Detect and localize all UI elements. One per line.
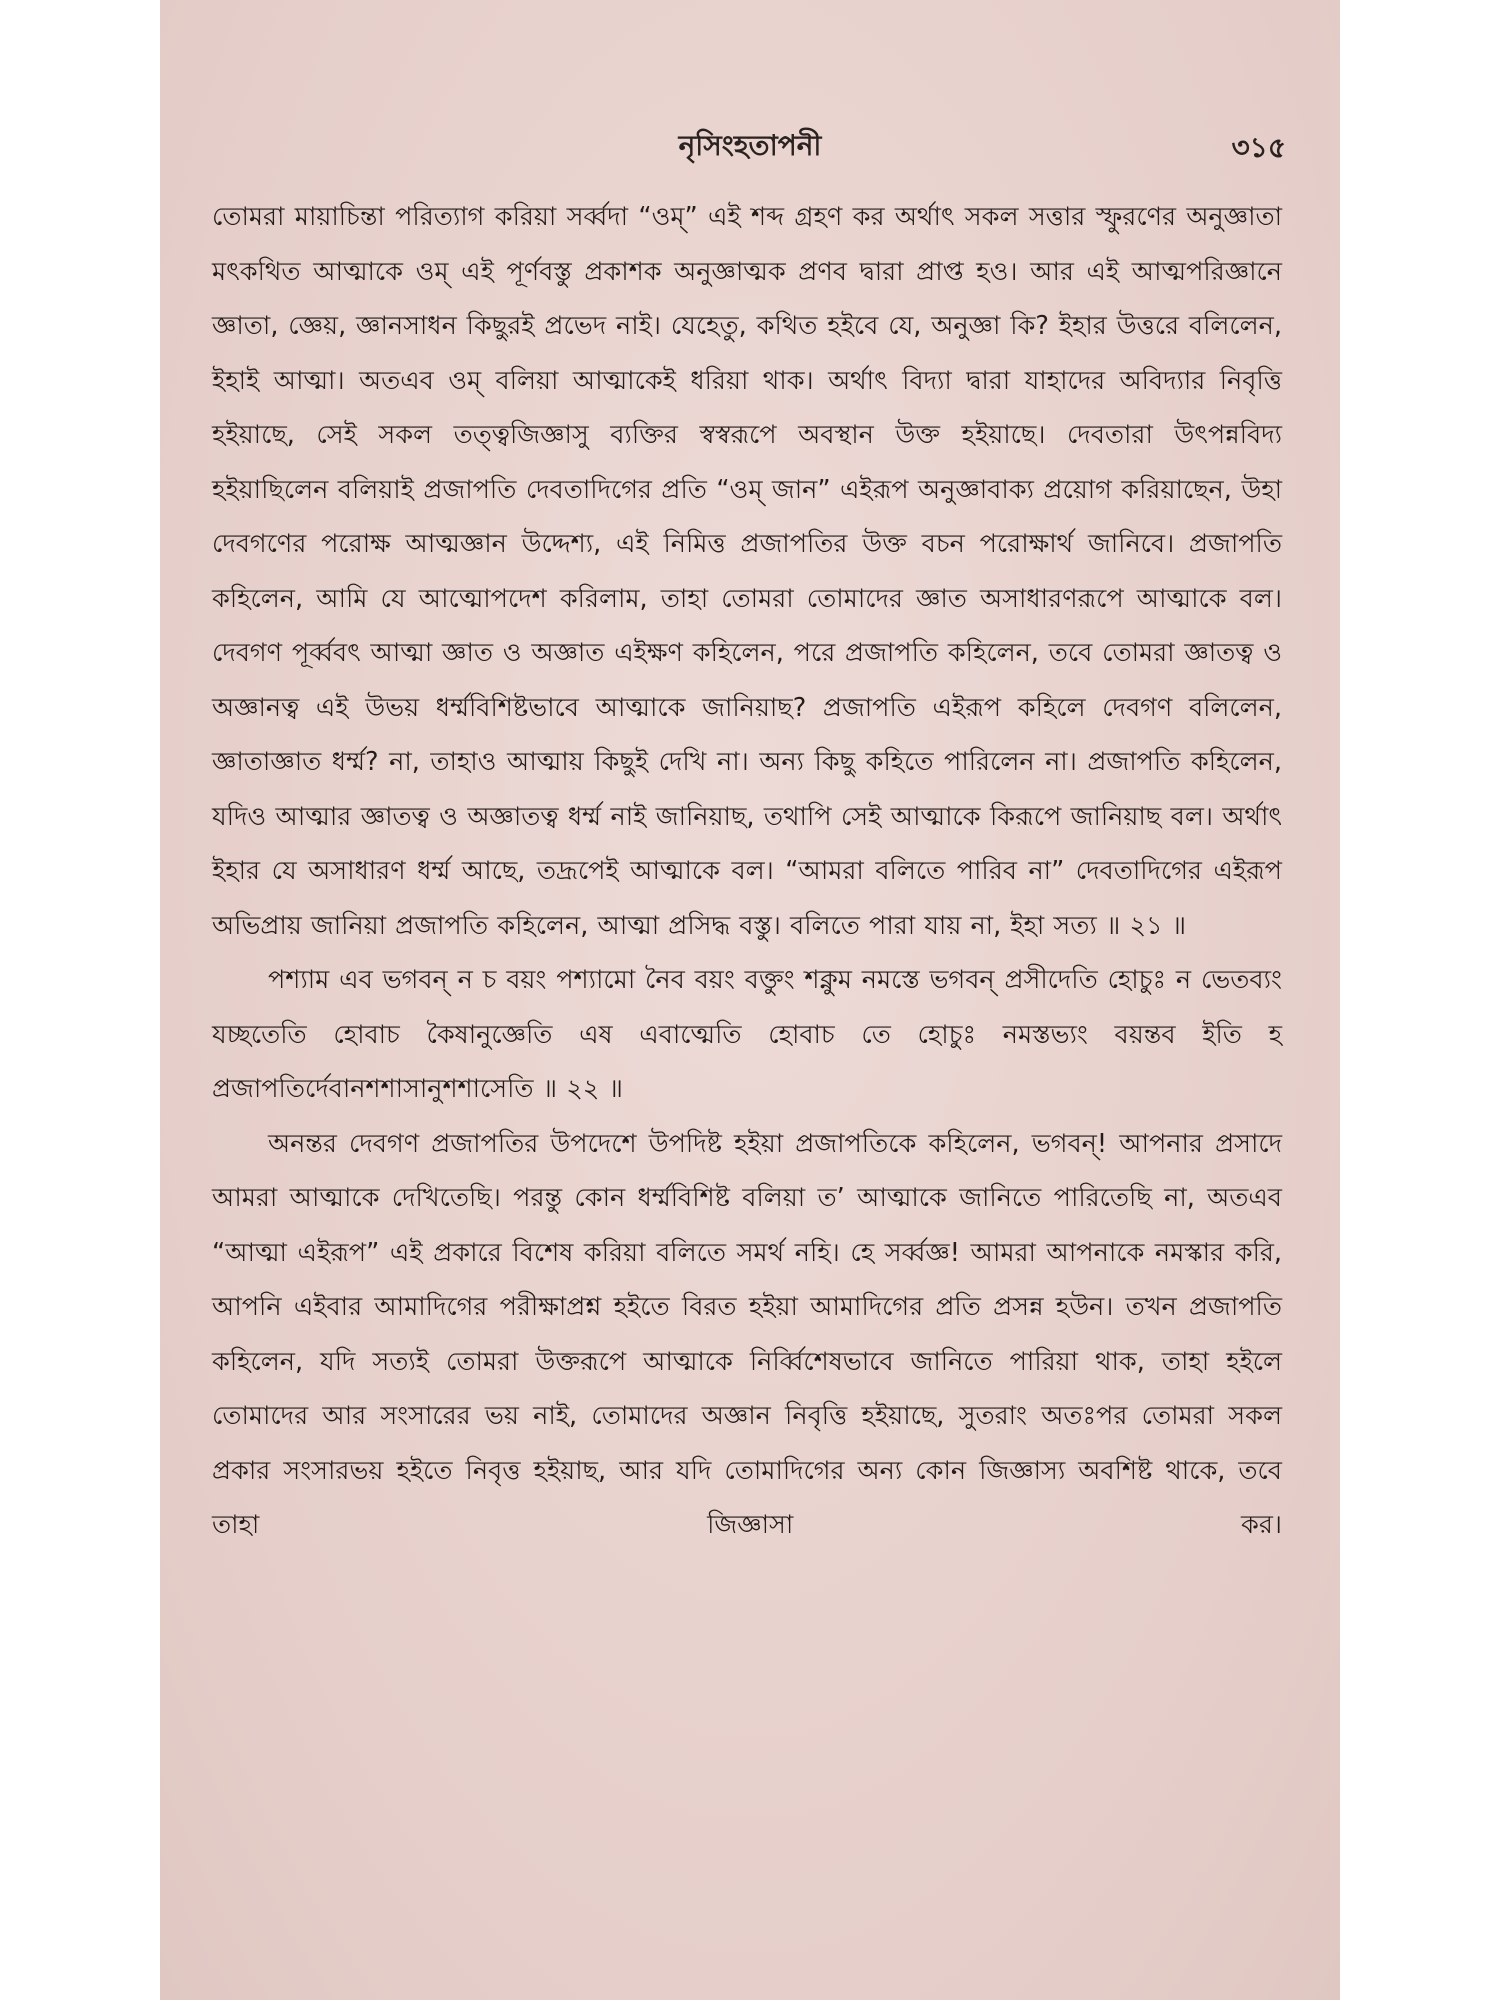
commentary-paragraph-21: তোমরা মায়াচিন্তা পরিত্যাগ করিয়া সর্ব্বদা “ওম্” এই শব্দ গ্রহণ কর অর্থাৎ সকল সত্তার স্ফুরণের অনুজ্ঞাতা মৎকথিত আত্মাকে ওম্ এই পূর্ণবস্তু প্রকাশক অনুজ্ঞাত্মক প্রণব দ্বারা প্রাপ্ত হও। আর এই আত্মপরিজ্ঞানে জ্ঞাতা, জ্ঞেয়, জ্ঞানসাধন কিছুরই প্রভেদ নাই। যেহেতু, কথিত হইবে যে, অনুজ্ঞা কি? ইহার উত্তরে বলিলেন, ইহাই আত্মা। অতএব ওম্ বলিয়া আত্মাকেই ধরিয়া থাক। অর্থাৎ বিদ্যা দ্বারা যাহাদের অবিদ্যার নিবৃত্তি হইয়াছে, সেই সকল তত্ত্বজিজ্ঞাসু ব্যক্তির স্বস্বরূপে অবস্থান উক্ত হইয়াছে। দেবতারা উৎপন্নবিদ্য হইয়াছিলেন বলিয়াই প্রজাপতি দেবতাদিগের প্রতি “ওম্ জান” এইরূপ অনুজ্ঞাবাক্য প্রয়োগ করিয়াছেন, উহা দেবগণের পরোক্ষ আত্মজ্ঞান উদ্দেশ্য, এই নিমিত্ত প্রজাপতির উক্ত বচন পরোক্ষার্থ জানিবে। প্রজাপতি কহিলেন, আমি যে আত্মোপদেশ করিলাম, তাহা তোমরা তোমাদের জ্ঞাত অসাধারণরূপে আত্মাকে বল। দেবগণ পূর্ব্ববৎ আত্মা জ্ঞাত ও অজ্ঞাত এইক্ষণ কহিলেন, পরে প্রজাপতি কহিলেন, তবে তোমরা জ্ঞাতত্ব ও অজ্ঞানত্ব এই উভয় ধর্ম্মবিশিষ্টভাবে আত্মাকে জানিয়াছ? প্রজাপতি এইরূপ কহিলে দেবগণ বলিলেন, জ্ঞাতাজ্ঞাত ধর্ম্ম? না, তাহাও আত্মায় কিছুই দেখি না। অন্য কিছু কহিতে পারিলেন না। প্রজাপতি কহিলেন, যদিও আত্মার জ্ঞাতত্ব ও অজ্ঞাতত্ব ধর্ম্ম নাই জানিয়াছ, তথাপি সেই আত্মাকে কিরূপে জানিয়াছ বল। অর্থাৎ ইহার যে অসাধারণ ধর্ম্ম আছে, তদ্রূপেই আত্মাকে বল। “আমরা বলিতে পারিব না” দেবতাদিগের এইরূপ অভিপ্রায় জানিয়া প্রজাপতি কহিলেন, আত্মা প্রসিদ্ধ বস্তু। বলিতে পারা যায় না, ইহা সত্য ॥ ২১ ॥ [212,202,1282,941]
page-number: ৩১৫ [1231,131,1286,164]
commentary-paragraph-22: অনন্তর দেবগণ প্রজাপতির উপদেশে উপদিষ্ট হইয়া প্রজাপতিকে কহিলেন, ভগবন্! আপনার প্রসাদে আমরা আত্মাকে দেখিতেছি। পরন্তু কোন ধর্ম্মবিশিষ্ট বলিয়া ত’ আত্মাকে জানিতে পারিতেছি না, অতএব “আত্মা এইরূপ” এই প্রকারে বিশেষ করিয়া বলিতে সমর্থ নহি। হে সর্ব্বজ্ঞ! আমরা আপনাকে নমস্কার করি, আপনি এইবার আমাদিগের পরীক্ষাপ্রশ্ন হইতে বিরত হইয়া আমাদিগের প্রতি প্রসন্ন হউন। তখন প্রজাপতি কহিলেন, যদি সত্যই তোমরা উক্তরূপে আত্মাকে নির্ব্বিশেষভাবে জানিতে পারিয়া থাক, তাহা হইলে তোমাদের আর সংসারের ভয় নাই, তোমাদের অজ্ঞান নিবৃত্তি হইয়াছে, সুতরাং অতঃপর তোমরা সকল প্রকার সংসারভয় হইতে নিবৃত্ত হইয়াছ, আর যদি তোমাদিগের অন্য কোন জিজ্ঞাস্য অবশিষ্ট থাকে, তবে তাহা জিজ্ঞাসা কর। [212,1128,1282,1540]
book-page [160,0,1340,2000]
page-body [212,190,1282,1553]
running-title: নৃসিংহতাপনী [678,129,822,162]
page-header [160,118,1340,168]
sanskrit-verse-22: পশ্যাম এব ভগবন্ ন চ বয়ং পশ্যামো নৈব বয়ং বক্তুং শক্নুম নমস্তে ভগবন্ প্রসীদেতি হোচুঃ ন ভেতব্যং যচ্ছতেতি হোবাচ কৈষানুজ্ঞেতি এষ এবাত্মেতি হোবাচ তে হোচুঃ নমস্তভ্যং বয়ন্তব ইতি হ প্রজাপতির্দেবানশশাসানুশশাসেতি ॥ ২২ ॥ [212,965,1282,1104]
